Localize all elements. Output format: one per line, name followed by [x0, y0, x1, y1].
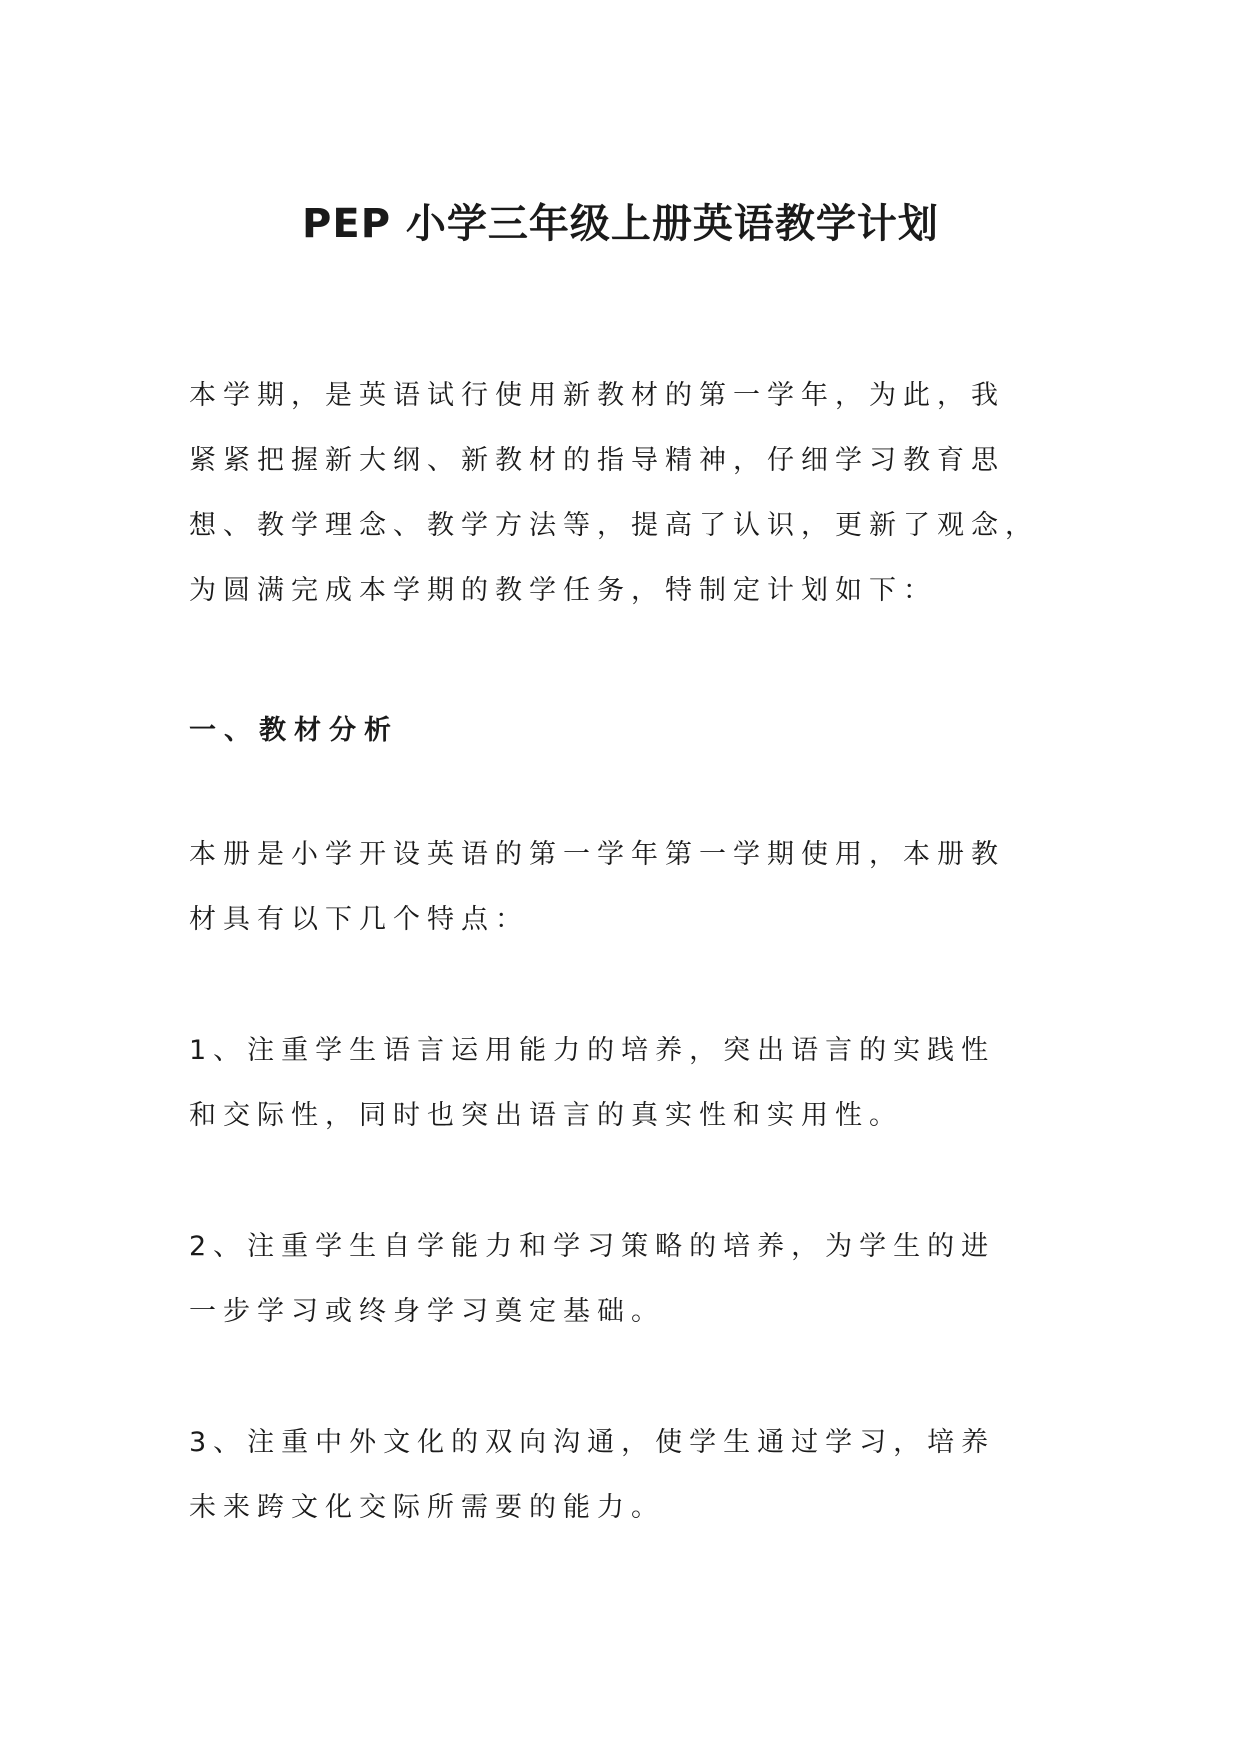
- intro-paragraph: [189, 363, 1069, 623]
- point-paragraph-2: [189, 1214, 1069, 1344]
- point-line: 3、注重中外文化的双向沟通，使学生通过学习，培养: [189, 1427, 996, 1458]
- intro-line: 为圆满完成本学期的教学任务，特制定计划如下：: [189, 575, 937, 606]
- point-line: 未来跨文化交际所需要的能力。: [189, 1492, 665, 1523]
- intro-line: 紧紧把握新大纲、新教材的指导精神，仔细学习教育思: [189, 445, 1005, 476]
- point-paragraph-1: [189, 1018, 1069, 1148]
- point-line: 2、注重学生自学能力和学习策略的培养，为学生的进: [189, 1231, 996, 1262]
- section-heading: 一、教材分析: [189, 715, 399, 746]
- point-line: 和交际性，同时也突出语言的真实性和实用性。: [189, 1100, 903, 1131]
- section-intro-paragraph: [189, 822, 1069, 952]
- section-intro-line: 材具有以下几个特点：: [189, 904, 529, 935]
- document-title: PEP 小学三年级上册英语教学计划: [302, 201, 939, 247]
- point-line: 1、注重学生语言运用能力的培养，突出语言的实践性: [189, 1035, 996, 1066]
- point-paragraph-3: [189, 1410, 1069, 1540]
- intro-line: 本学期，是英语试行使用新教材的第一学年，为此，我: [189, 380, 1005, 411]
- point-line: 一步学习或终身学习奠定基础。: [189, 1296, 665, 1327]
- intro-line: 想、教学理念、教学方法等，提高了认识，更新了观念，: [189, 510, 1039, 541]
- section-intro-line: 本册是小学开设英语的第一学年第一学期使用，本册教: [189, 839, 1005, 870]
